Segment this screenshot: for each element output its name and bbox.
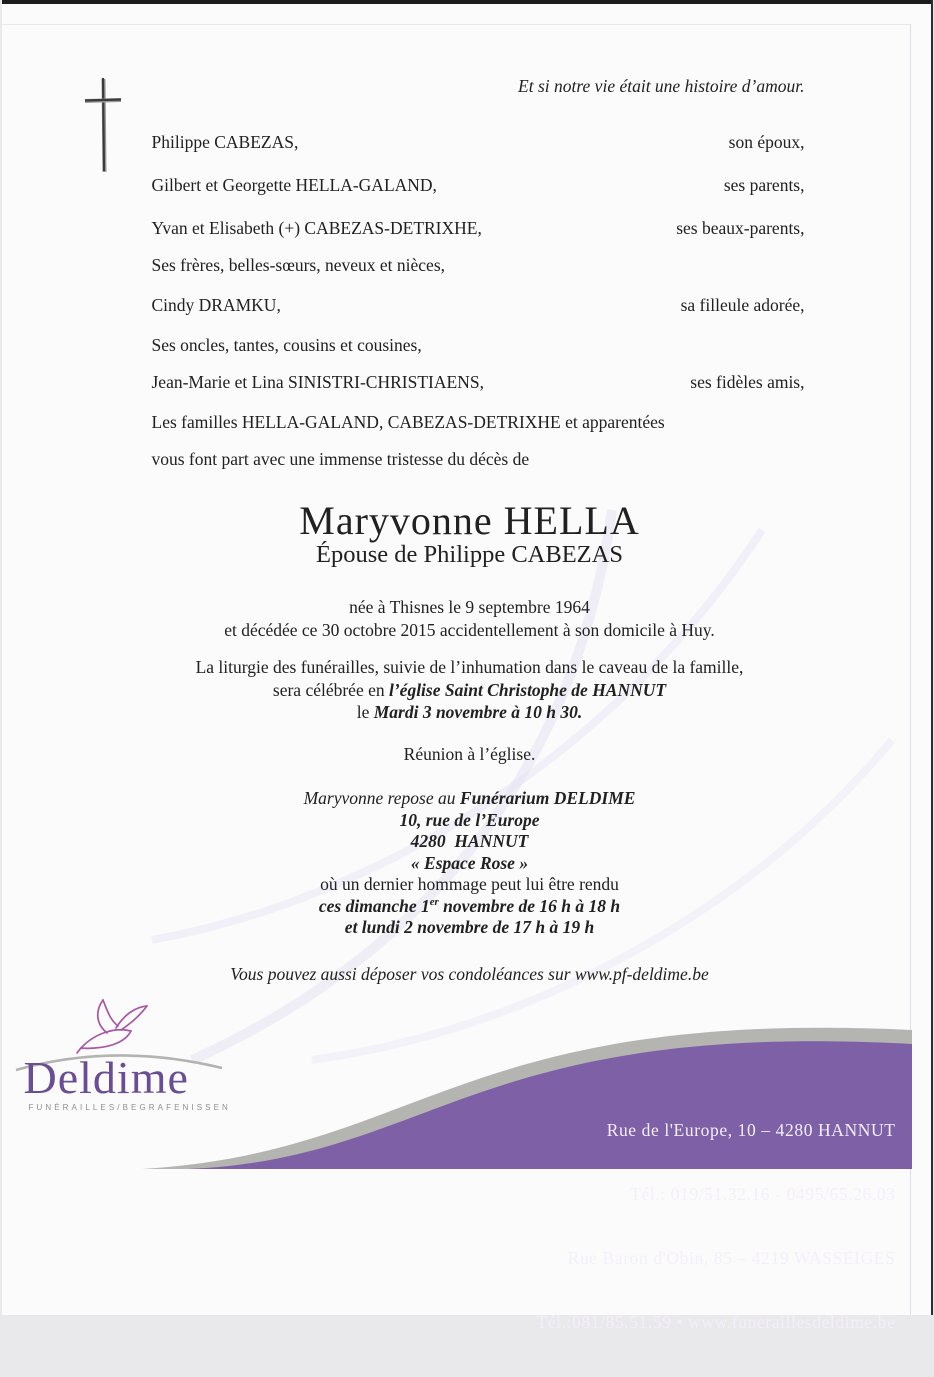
birth-line: née à Thisnes le 9 septembre 1964	[5, 596, 934, 619]
footer-address-line: Tél.:081/85.51.59 • www.funeraillesdeldime.be	[536, 1312, 895, 1333]
deceased-spouse-title: Épouse de Philippe CABEZAS	[5, 541, 934, 569]
family-name: Philippe CABEZAS,	[152, 132, 299, 153]
brand-tagline: FUNÉRAILLES/BEGRAFENISSEN	[29, 1103, 231, 1112]
family-row	[152, 132, 805, 153]
dove-icon	[77, 1000, 147, 1053]
family-name: Yvan et Elisabeth (+) CABEZAS-DETRIXHE,	[152, 218, 482, 239]
family-row	[152, 295, 805, 316]
footer-address-line: Rue de l'Europe, 10 – 4280 HANNUT	[536, 1120, 895, 1141]
death-line: et décédée ce 30 octobre 2015 accidentellement à son domicile à Huy.	[5, 619, 934, 642]
mourning-card-scan	[2, 0, 933, 1315]
family-row	[152, 218, 805, 239]
footer-address-line: Rue Baron d'Obin, 85 – 4219 WASSEIGES	[536, 1248, 895, 1269]
family-name: Les familles HELLA-GALAND, CABEZAS-DETRIXHE et apparentées	[152, 412, 665, 433]
family-row	[152, 175, 805, 196]
repose-block	[5, 788, 934, 939]
ordinal-superscript: er	[430, 896, 439, 908]
family-row	[152, 255, 805, 276]
visit-hours-2: et lundi 2 novembre de 17 h à 19 h	[5, 917, 934, 939]
relation-label: sa filleule adorée,	[681, 295, 805, 316]
reunion-line: Réunion à l’église.	[5, 744, 934, 765]
footer-address-line: Tél.: 019/51.32.16 - 0495/65.26.03	[536, 1184, 895, 1205]
footer-address-block	[536, 1077, 895, 1377]
family-row	[152, 412, 805, 433]
announcement-line	[152, 449, 805, 470]
family-row	[152, 335, 805, 356]
visit-hours-1: ces dimanche 1er novembre de 16 h à 18 h	[5, 896, 934, 918]
family-name: Ses frères, belles-sœurs, neveux et nièces,	[152, 255, 446, 276]
relation-label: ses fidèles amis,	[690, 372, 804, 393]
liturgy-line2: sera célébrée en l’église Saint Christophe de HANNUT	[5, 679, 934, 702]
church-name: l’église Saint Christophe de HANNUT	[389, 680, 666, 700]
family-row	[152, 372, 805, 393]
ceremony-datetime: Mardi 3 novembre à 10 h 30.	[374, 702, 583, 722]
brand-name: Deldime	[24, 1051, 189, 1104]
funerarium-name: Funérarium DELDIME	[460, 788, 636, 808]
family-name: Jean-Marie et Lina SINISTRI-CHRISTIAENS,	[152, 372, 484, 393]
deceased-name: Maryvonne HELLA	[5, 497, 934, 544]
announcement-text: vous font part avec une immense tristesse du décès de	[152, 449, 530, 470]
funerarium-room: « Espace Rose »	[5, 853, 934, 875]
family-name: Gilbert et Georgette HELLA-GALAND,	[152, 175, 437, 196]
repose-line1: Maryvonne repose au Funérarium DELDIME	[5, 788, 934, 810]
condolences-line: Vous pouvez aussi déposer vos condoléances sur www.pf-deldime.be	[5, 964, 934, 985]
liturgy-line3: le Mardi 3 novembre à 10 h 30.	[5, 701, 934, 724]
relation-label: ses beaux-parents,	[676, 218, 804, 239]
relation-label: son époux,	[729, 132, 805, 153]
liturgy-line1: La liturgie des funérailles, suivie de l’inhumation dans le caveau de la famille,	[5, 656, 934, 679]
funerarium-city: 4280 HANNUT	[5, 831, 934, 853]
family-name: Ses oncles, tantes, cousins et cousines,	[152, 335, 422, 356]
family-name: Cindy DRAMKU,	[152, 295, 281, 316]
funerarium-street: 10, rue de l’Europe	[5, 810, 934, 832]
card-edge-top	[2, 24, 911, 25]
relation-label: ses parents,	[724, 175, 805, 196]
homage-line: où un dernier hommage peut lui être rendu	[5, 874, 934, 896]
birth-death-block	[5, 596, 934, 642]
cross-icon	[82, 76, 124, 176]
epigraph-quote: Et si notre vie était une histoire d’amour.	[518, 76, 804, 97]
liturgy-block	[5, 656, 934, 724]
scan-edge-top	[2, 0, 933, 4]
